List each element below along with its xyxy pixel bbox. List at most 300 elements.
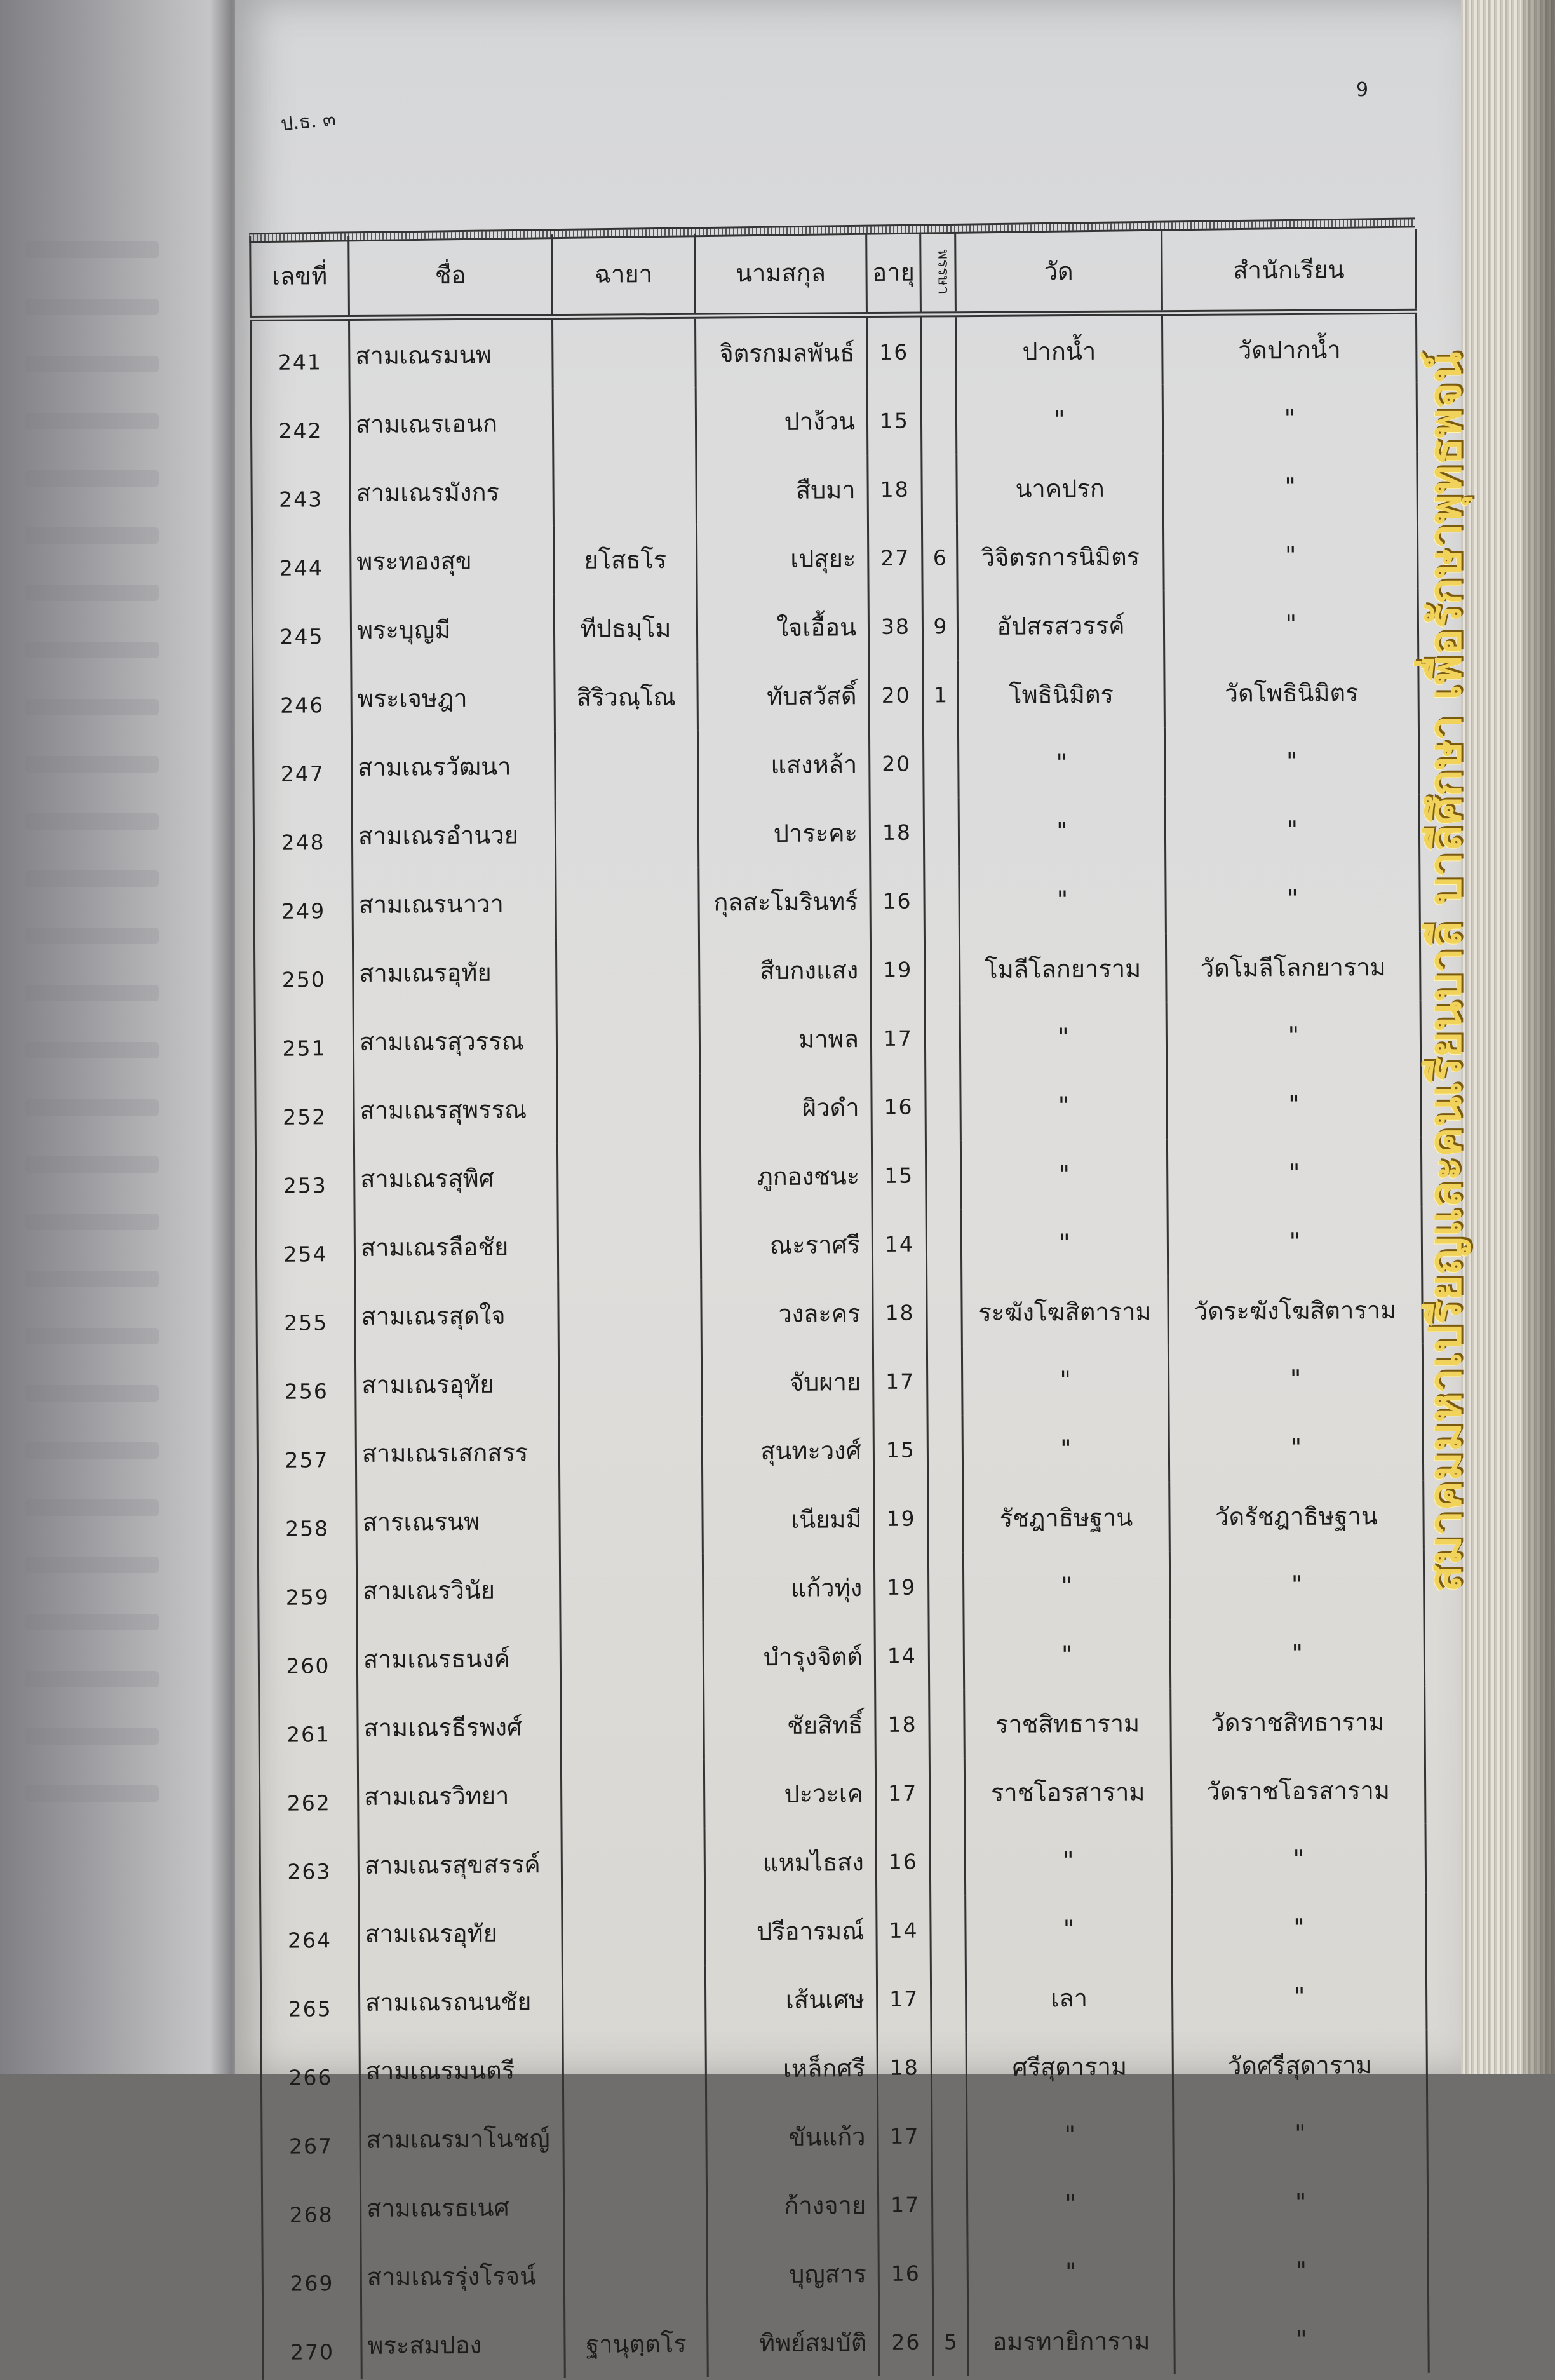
cell-surname: ผิวดำ (700, 1072, 872, 1142)
cell-temple: " (956, 384, 1163, 454)
cell-surname: สืบกงแสง (699, 935, 871, 1005)
cell-alias (553, 388, 696, 457)
cell-name: สามเณรวัฒนา (351, 731, 555, 801)
bleed-through-text (25, 813, 159, 830)
header-school: สำนักเรียน (1162, 229, 1417, 313)
cell-alias (557, 1142, 701, 1212)
table-row (260, 1824, 1426, 1900)
cell-age: 16 (878, 2238, 933, 2308)
cell-rank (927, 1278, 962, 1346)
cell-no: 265 (260, 1968, 360, 2037)
cell-school: " (1168, 1207, 1422, 1276)
cell-school: " (1165, 795, 1420, 865)
cell-no: 254 (256, 1213, 355, 1282)
table-row (260, 1961, 1427, 2037)
cell-rank (929, 1689, 965, 1758)
cell-temple: " (966, 1894, 1173, 1964)
cell-temple: " (967, 2237, 1175, 2307)
watermark-banner: สมาคมมหาเปรียญและคนเรียนบาลี บาลีศึกษา เพื่อรักษาพุทธพจน์ (1418, 352, 1471, 1592)
table-row (257, 1275, 1423, 1351)
cell-age: 20 (869, 729, 924, 799)
cell-school: " (1174, 2236, 1429, 2306)
cell-age: 17 (878, 2170, 932, 2239)
cell-age: 14 (875, 1621, 929, 1691)
cell-surname: ทับสวัสดิ์ (697, 661, 870, 731)
cell-school: " (1173, 2099, 1428, 2168)
cell-temple: " (960, 1002, 1167, 1072)
cell-surname: แก้วทุ่ง (703, 1553, 875, 1623)
cell-age: 17 (878, 2101, 932, 2170)
cell-no: 269 (262, 2242, 361, 2311)
cell-rank (927, 1346, 962, 1415)
cell-school: " (1169, 1412, 1424, 1482)
cell-rank (926, 1140, 961, 1209)
cell-temple: " (967, 2100, 1174, 2170)
cell-age: 19 (874, 1553, 929, 1622)
cell-rank (931, 2032, 967, 2101)
cell-school: วัดปากน้ำ (1162, 311, 1417, 384)
cell-surname: ชัยสิทธิ์ (704, 1690, 876, 1760)
cell-temple: วิจิตรการนิมิตร (957, 522, 1164, 592)
table-row (257, 1412, 1424, 1488)
cell-name: สามเณรลือชัย (354, 1212, 558, 1281)
cell-name: สามเณรเสกสรร (356, 1417, 560, 1487)
cell-alias (563, 2172, 707, 2241)
cell-name: สามเณรมาโนชญ์ (360, 2104, 564, 2174)
cell-name: สามเณรอำนวย (352, 800, 556, 870)
cell-surname: เปสุยะ (696, 524, 868, 593)
cell-alias (555, 731, 698, 800)
cell-alias (558, 1280, 702, 1349)
results-table (249, 229, 1430, 2380)
cell-alias (553, 456, 697, 525)
cell-no: 252 (255, 1076, 354, 1145)
cell-age: 17 (877, 1964, 931, 2033)
header-alias: ฉายา (552, 234, 696, 317)
cell-age: 27 (868, 524, 922, 593)
bleed-through-text (25, 1214, 159, 1230)
table-row (258, 1550, 1424, 1625)
cell-no: 249 (254, 870, 353, 939)
cell-temple: " (959, 865, 1166, 935)
cell-age: 15 (872, 1141, 926, 1210)
cell-rank (929, 1758, 965, 1827)
cell-no: 258 (258, 1487, 357, 1557)
cell-surname: แหมไธสง (704, 1827, 877, 1897)
cell-temple: " (958, 727, 1165, 797)
cell-age: 18 (877, 2032, 932, 2102)
cell-rank (930, 1827, 966, 1895)
cell-age: 18 (873, 1278, 927, 1348)
cell-name: สามเณรสุพิศ (354, 1143, 558, 1213)
cell-rank: 1 (923, 660, 959, 729)
cell-age: 19 (874, 1484, 929, 1553)
cell-name: สามเณรสุพรรณ (354, 1074, 558, 1144)
cell-temple: ปากน้ำ (955, 313, 1162, 386)
cell-rank (922, 454, 957, 523)
table-row (251, 383, 1417, 459)
cell-age: 18 (870, 798, 924, 867)
cell-school: " (1169, 1550, 1424, 1619)
cell-school: " (1173, 2167, 1428, 2237)
cell-name: สามเณรอุทัย (355, 1349, 559, 1419)
table-row (250, 311, 1417, 390)
cell-school: " (1163, 520, 1418, 590)
cell-surname: ปะวะเค (704, 1759, 876, 1829)
cell-age: 19 (870, 935, 925, 1004)
cell-alias (564, 2240, 708, 2309)
header-age: อายุ (866, 233, 921, 315)
page-number: 9 (1356, 79, 1369, 101)
cell-school: วัดราชสิทธาราม (1171, 1687, 1425, 1757)
table-row (253, 658, 1419, 733)
cell-name: พระสมปอง (361, 2309, 565, 2379)
cell-temple: " (964, 1619, 1171, 1689)
cell-surname: ก้างจาย (706, 2170, 878, 2240)
table-row (255, 1001, 1421, 1076)
table-row (261, 2030, 1427, 2106)
bleed-through-text (25, 1614, 159, 1630)
cell-age: 20 (869, 661, 924, 730)
cell-age: 16 (866, 314, 921, 386)
cell-rank (927, 1415, 963, 1484)
header-name: ชื่อ (349, 234, 553, 318)
cell-no: 245 (252, 595, 351, 665)
cell-alias (557, 1074, 701, 1143)
cell-temple: ราชโอรสาราม (964, 1757, 1171, 1827)
cell-name: สารเณรนพ (356, 1486, 560, 1556)
cell-temple: " (959, 796, 1166, 866)
cell-name: สามเณรอุทัย (359, 1898, 563, 1968)
cell-rank (929, 1621, 964, 1689)
table-row (256, 1207, 1422, 1282)
cell-no: 264 (260, 1899, 360, 1968)
table-row (253, 726, 1419, 802)
cell-temple: เลา (966, 1963, 1173, 2032)
cell-school: วัดโพธินิมิตร (1164, 658, 1419, 727)
cell-school: " (1167, 1069, 1422, 1139)
cell-rank (932, 2170, 967, 2238)
table-header-row (250, 229, 1417, 319)
cell-school: " (1172, 1893, 1427, 1963)
cell-no: 267 (262, 2105, 361, 2174)
cell-school: วัดราชโอรสาราม (1171, 1755, 1425, 1825)
cell-name: สามเณรมนพ (349, 317, 553, 389)
cell-rank (925, 1003, 960, 1072)
page-edge-shadow (1521, 0, 1555, 2074)
cell-alias (560, 1554, 703, 1623)
cell-rank (926, 1209, 962, 1278)
cell-surname: เนียมมี (703, 1484, 875, 1554)
cell-school: " (1167, 1138, 1422, 1208)
cell-name: สามเณรเอนก (349, 388, 553, 458)
table-row (253, 795, 1420, 870)
cell-alias (562, 1966, 706, 2035)
table-row (254, 863, 1420, 939)
bleed-through-text (25, 527, 159, 544)
table-row (252, 589, 1418, 665)
table-row (254, 932, 1420, 1008)
cell-school: " (1164, 589, 1418, 659)
cell-alias: ทีปธมฺโม (554, 593, 697, 663)
cell-no: 270 (263, 2311, 362, 2380)
cell-name: สามเณรมังกร (350, 457, 554, 527)
cell-rank (920, 314, 956, 386)
cell-age: 14 (872, 1210, 927, 1279)
cell-age: 15 (867, 386, 922, 456)
cell-school: " (1166, 1001, 1421, 1071)
cell-school: วัดระฆังโฆสิตาราม (1168, 1275, 1423, 1345)
cell-age: 38 (868, 592, 923, 661)
cell-age: 17 (875, 1759, 930, 1828)
bleed-through-text (25, 870, 159, 887)
cell-rank: 9 (922, 592, 958, 660)
results-table-container (249, 209, 1425, 2365)
cell-school: " (1175, 2304, 1429, 2374)
cell-alias (561, 1691, 704, 1761)
cell-temple: " (962, 1414, 1169, 1484)
cell-age: 16 (872, 1072, 926, 1142)
cell-rank (921, 386, 957, 454)
cell-age: 15 (873, 1416, 928, 1485)
cell-age: 18 (875, 1690, 930, 1759)
table-row (262, 2099, 1428, 2174)
cell-alias (562, 1897, 706, 1966)
header-surname: นามสกุล (695, 233, 867, 316)
cell-surname: สุนทะวงศ์ (702, 1416, 874, 1485)
cell-no: 250 (254, 938, 353, 1008)
bleed-through-text (25, 413, 159, 429)
bleed-through-text (25, 985, 159, 1001)
cell-no: 246 (253, 664, 352, 733)
bleed-through-text (25, 585, 159, 601)
cell-no: 266 (261, 2036, 360, 2106)
bleed-through-text (25, 699, 159, 715)
cell-surname: บุญสาร (707, 2239, 879, 2309)
table-row (262, 2167, 1428, 2243)
header-temple: วัด (955, 231, 1162, 314)
cell-rank (931, 1895, 966, 1964)
cell-rank (932, 2238, 968, 2307)
cell-surname: มาพล (699, 1004, 872, 1074)
cell-no: 243 (252, 458, 351, 527)
cell-age: 17 (873, 1347, 927, 1416)
cell-name: สามเณรมนตรี (360, 2035, 563, 2105)
cell-alias: ยโสธโร (553, 525, 697, 594)
cell-school: " (1163, 452, 1418, 522)
table-row (252, 520, 1418, 596)
bleed-through-text (25, 1557, 159, 1573)
cell-name: สามเณรอุทัย (353, 937, 556, 1007)
cell-no: 263 (260, 1830, 359, 1900)
cell-no: 241 (250, 318, 349, 390)
cell-alias: สิริวณฺโณ (555, 662, 698, 731)
cell-no: 244 (252, 527, 351, 596)
left-page (0, 0, 241, 2074)
cell-temple: " (960, 1139, 1168, 1209)
cell-name: สามเณรธเนศ (360, 2172, 564, 2242)
cell-rank (931, 1964, 966, 2032)
bleed-through-text (25, 470, 159, 487)
cell-name: สามเณรธนงค์ (357, 1623, 561, 1693)
cell-age: 26 (879, 2307, 934, 2376)
cell-age: 16 (870, 867, 925, 936)
cell-temple: ราชสิทธาราม (964, 1688, 1171, 1758)
cell-rank (932, 2101, 967, 2170)
bleed-through-text (25, 1499, 159, 1516)
cell-rank (926, 1072, 961, 1140)
cell-temple: รัชฎาธิษฐาน (963, 1482, 1170, 1552)
cell-name: สามเณรนาวา (353, 869, 556, 938)
cell-temple: " (965, 1825, 1172, 1895)
bleed-through-text (25, 756, 159, 773)
cell-temple: ศรีสุดาราม (966, 2031, 1173, 2101)
cell-surname: ณะราศรี (701, 1210, 873, 1280)
cell-temple: ระฆังโฆสิตาราม (962, 1276, 1169, 1346)
cell-rank (924, 797, 959, 866)
table-row (252, 452, 1418, 527)
cell-alias (563, 2034, 706, 2104)
cell-age: 14 (877, 1895, 931, 1964)
cell-rank (923, 729, 959, 797)
cell-surname: กุลสะโมรินทร์ (699, 867, 871, 936)
table-row (255, 1069, 1422, 1145)
header-no: เลขที่ (250, 236, 349, 318)
cell-surname: วงละคร (701, 1278, 873, 1348)
cell-name: สามเณรสุขสรรค์ (358, 1829, 562, 1899)
cell-temple: อมรทายิการาม (968, 2306, 1175, 2376)
cell-rank (928, 1552, 964, 1621)
cell-alias (556, 868, 699, 937)
cell-surname: ทิพย์สมบัติ (708, 2308, 880, 2377)
cell-alias (560, 1623, 704, 1692)
cell-no: 247 (253, 733, 352, 802)
cell-school: วัดศรีสุดาราม (1173, 2030, 1427, 2100)
cell-school: วัดโมลีโลกยาราม (1166, 932, 1420, 1002)
bleed-through-text (25, 1156, 159, 1173)
table-row (260, 1893, 1427, 1968)
cell-name: สามเณรรุ่งโรจน์ (361, 2241, 565, 2311)
cell-name: สามเณรถนนชัย (359, 1966, 563, 2036)
table-row (259, 1618, 1425, 1694)
cell-name: สามเณรสุวรรณ (353, 1006, 557, 1076)
cell-surname: ปาระคะ (698, 798, 870, 868)
cell-surname: สืบมา (696, 455, 868, 525)
cell-age: 18 (868, 455, 922, 524)
cell-school: " (1162, 383, 1417, 453)
table-row (255, 1138, 1422, 1214)
cell-alias (558, 1211, 701, 1280)
cell-temple: " (962, 1345, 1169, 1415)
cell-surname: ใจเอื้อน (697, 592, 869, 662)
cell-school: " (1166, 863, 1420, 933)
cell-surname: เส้นเศษ (705, 1964, 877, 2034)
cell-no: 253 (255, 1144, 354, 1214)
cell-no: 255 (257, 1281, 356, 1351)
table-row (259, 1687, 1425, 1762)
cell-no: 261 (259, 1693, 358, 1762)
cell-alias (555, 799, 699, 869)
cell-name: สามเณรธีรพงศ์ (358, 1692, 562, 1762)
bleed-through-text (25, 1099, 159, 1116)
cell-no: 248 (253, 801, 353, 870)
cell-school: วัดรัชฎาธิษฐาน (1169, 1481, 1424, 1551)
cell-no: 260 (259, 1625, 358, 1694)
cell-no: 256 (257, 1350, 356, 1419)
bleed-through-text (25, 356, 159, 372)
cell-alias (556, 936, 699, 1006)
bleed-through-text (25, 299, 159, 315)
cell-temple: โมลีโลกยาราม (959, 933, 1166, 1003)
table-row (258, 1481, 1424, 1557)
cell-name: พระบุญมี (351, 594, 555, 664)
cell-name: สามเณรวินัย (356, 1555, 560, 1625)
cell-temple: " (960, 1071, 1168, 1140)
header-rank (920, 232, 956, 314)
bleed-through-text (25, 928, 159, 944)
cell-school: " (1164, 726, 1419, 796)
bleed-through-text (25, 1785, 159, 1802)
cell-temple: " (963, 1551, 1170, 1621)
cell-no: 251 (255, 1007, 354, 1076)
cell-no: 259 (258, 1556, 357, 1625)
bleed-through-text (25, 1271, 159, 1287)
cell-alias (559, 1417, 703, 1486)
table-row (262, 2236, 1429, 2311)
cell-surname: ปาง้วน (696, 386, 868, 456)
table-row (259, 1755, 1425, 1831)
cell-school: " (1168, 1344, 1423, 1414)
bleed-through-text (25, 642, 159, 658)
cell-rank: 5 (933, 2307, 969, 2376)
bleed-through-text (25, 241, 159, 258)
cell-school: " (1171, 1824, 1426, 1894)
cell-surname: แสงหล้า (697, 729, 870, 799)
bleed-through-text (25, 1671, 159, 1687)
cell-alias (562, 1829, 705, 1898)
cell-rank (924, 935, 960, 1003)
cell-temple: อัปสรสวรรค์ (957, 590, 1164, 660)
cell-temple: นาคปรก (957, 453, 1164, 523)
cell-name: สามเณรวิทยา (358, 1761, 562, 1830)
cell-temple: " (967, 2168, 1174, 2238)
cell-rank: 6 (922, 523, 957, 592)
cell-alias: ฐานุตฺตโร (565, 2309, 708, 2378)
cell-rank (928, 1484, 964, 1552)
cell-surname: เหล็กศรี (706, 2033, 878, 2103)
cell-age: 16 (876, 1827, 931, 1896)
bleed-through-text (25, 1042, 159, 1058)
cell-temple: โพธินิมิตร (958, 659, 1165, 729)
bleed-through-text (25, 1442, 159, 1459)
cell-surname: จับผาย (701, 1347, 873, 1417)
cell-alias (558, 1348, 702, 1417)
cell-surname: ปรีอารมณ์ (705, 1896, 877, 1966)
table-row (263, 2304, 1429, 2380)
cell-school: " (1172, 1961, 1427, 2031)
cell-no: 242 (251, 389, 350, 459)
cell-alias (560, 1485, 703, 1555)
cell-no: 268 (262, 2174, 361, 2243)
cell-surname: ขันแก้ว (706, 2102, 878, 2172)
cell-age: 17 (871, 1004, 926, 1073)
cell-surname: จิตรกมลพันธ์ (695, 315, 867, 388)
cell-no: 257 (257, 1419, 356, 1488)
cell-school: " (1170, 1618, 1425, 1688)
page-header-label: ป.ธ. ๓ (279, 107, 337, 136)
bleed-through-text (25, 1328, 159, 1344)
cell-surname: บำรุงจิตต์ (703, 1621, 875, 1691)
